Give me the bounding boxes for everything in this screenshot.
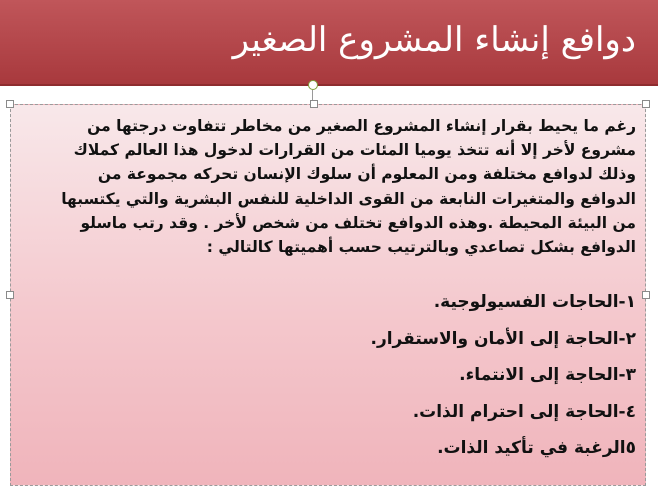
list-item: ٢-الحاجة إلى الأمان والاستقرار. — [370, 328, 636, 349]
resize-handle-top-center[interactable] — [310, 100, 318, 108]
resize-handle-top-right[interactable] — [642, 100, 650, 108]
list-item: ٤-الحاجة إلى احترام الذات. — [412, 401, 636, 422]
slide-title-bar — [0, 0, 658, 86]
resize-handle-middle-left[interactable] — [6, 291, 14, 299]
list-item: ٥الرغبة في تأكيد الذات. — [437, 438, 636, 458]
rotate-handle-icon[interactable] — [308, 80, 318, 90]
list-item: ٣-الحاجة إلى الانتماء. — [459, 365, 636, 385]
paragraph-line: من البيئة المحيطة .وهذه الدوافع تختلف من شخص لأخر . وقد رتب ماسلو — [80, 213, 636, 232]
resize-handle-middle-right[interactable] — [642, 291, 650, 299]
paragraph-line: مشروع لأخر إلا أنه تتخذ يوميا المئات من القرارات لدخول هذا العالم كملاك — [73, 141, 636, 160]
paragraph-line: الدوافع والمتغيرات النابعة من القوى الداخلية للنفس البشرية والتي يكتسبها — [61, 189, 636, 208]
paragraph-line: الدوافع بشكل تصاعدي وبالترتيب حسب أهميتها كالتالي : — [206, 237, 636, 256]
resize-handle-top-left[interactable] — [6, 100, 14, 108]
list-item: ١-الحاجات الفسيولوجية. — [433, 292, 636, 312]
body-paragraph[interactable] — [24, 114, 636, 259]
needs-list[interactable] — [24, 284, 636, 467]
paragraph-line: رغم ما يحيط بقرار إنشاء المشروع الصغير من مخاطر تتفاوت درجتها من — [87, 117, 636, 135]
slide-title[interactable]: دوافع إنشاء المشروع الصغير — [232, 20, 636, 60]
paragraph-line: وذلك لدوافع مختلفة ومن المعلوم أن سلوك الإنسان تحركه مجموعة من — [97, 165, 636, 184]
